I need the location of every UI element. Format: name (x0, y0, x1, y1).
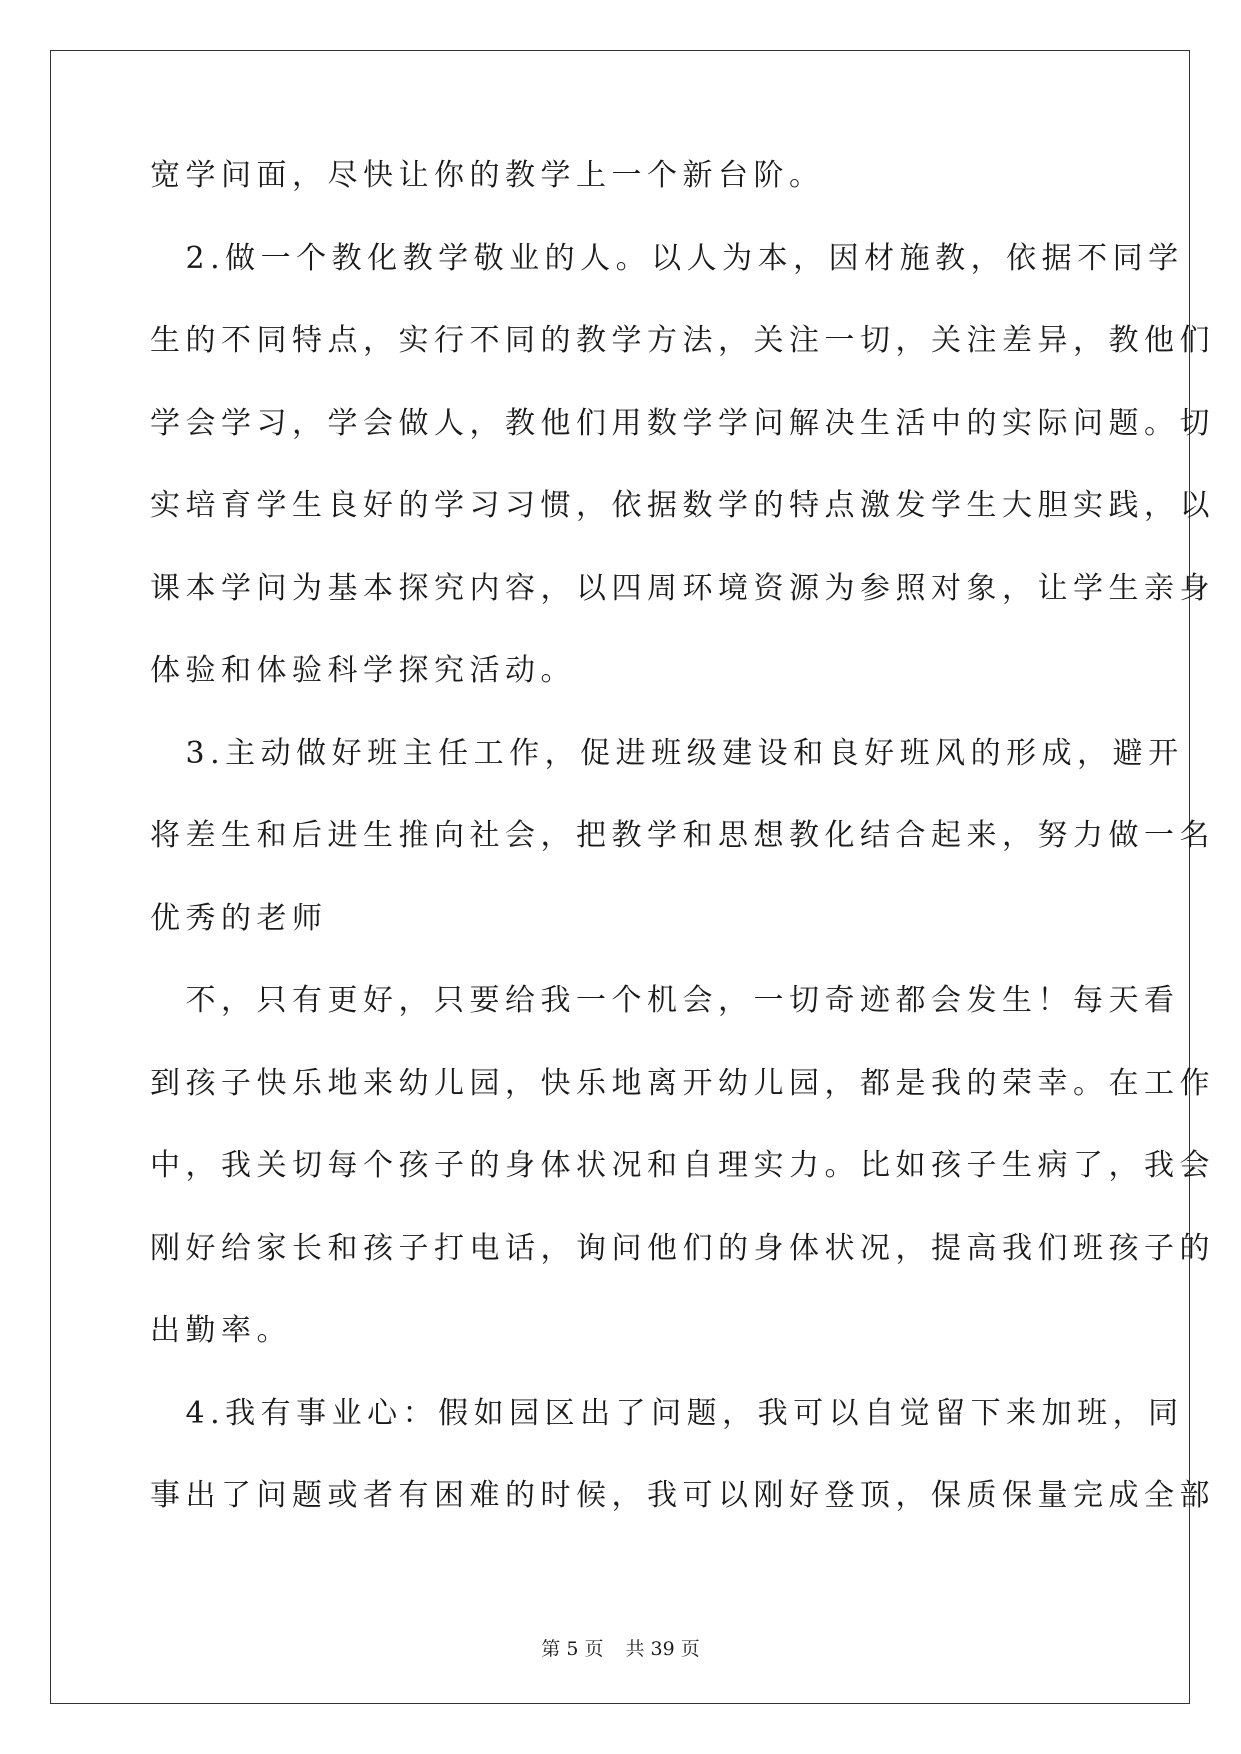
text-line: 体验和体验科学探究活动。 (150, 653, 576, 688)
text-line: 不，只有更好，只要给我一个机会，一切奇迹都会发生！每天看 (150, 983, 1180, 1018)
text-line: 实培育学生良好的学习习惯，依据数学的特点激发学生大胆实践，以 (150, 488, 1215, 523)
text-line: 3.主动做好班主任工作，促进班级建设和良好班风的形成，避开 (150, 735, 1184, 771)
text-line: 优秀的老师 (150, 900, 328, 936)
text-line: 学会学习，学会做人，教他们用数学学问解决生活中的实际问题。切 (150, 405, 1215, 441)
document-body (150, 155, 1215, 1558)
text-line: 到孩子快乐地来幼儿园，快乐地离开幼儿园，都是我的荣幸。在工作 (150, 1065, 1215, 1101)
text-line: 中，我关切每个孩子的身体状况和自理实力。比如孩子生病了，我会 (150, 1148, 1215, 1183)
text-line: 课本学问为基本探究内容，以四周环境资源为参照对象，让学生亲身 (150, 570, 1215, 606)
page-footer (0, 1634, 1241, 1661)
text-line: 刚好给家长和孩子打电话，询问他们的身体状况，提高我们班孩子的 (150, 1230, 1215, 1266)
text-line: 生的不同特点，实行不同的教学方法，关注一切，关注差异，教他们 (150, 323, 1215, 358)
page-number: 第 5 页 (541, 1638, 604, 1660)
page-total: 共 39 页 (625, 1638, 700, 1660)
text-line: 2.做一个教化教学敬业的人。以人为本，因材施教，依据不同学 (150, 240, 1184, 276)
text-line: 事出了问题或者有困难的时候，我可以刚好登顶，保质保量完成全部 (150, 1478, 1215, 1513)
text-line: 宽学问面，尽快让你的教学上一个新台阶。 (150, 158, 825, 193)
text-line: 出勤率。 (150, 1313, 292, 1348)
text-line: 4.我有事业心：假如园区出了问题，我可以自觉留下来加班，同 (150, 1395, 1184, 1431)
text-line: 将差生和后进生推向社会，把教学和思想教化结合起来，努力做一名 (150, 818, 1215, 853)
